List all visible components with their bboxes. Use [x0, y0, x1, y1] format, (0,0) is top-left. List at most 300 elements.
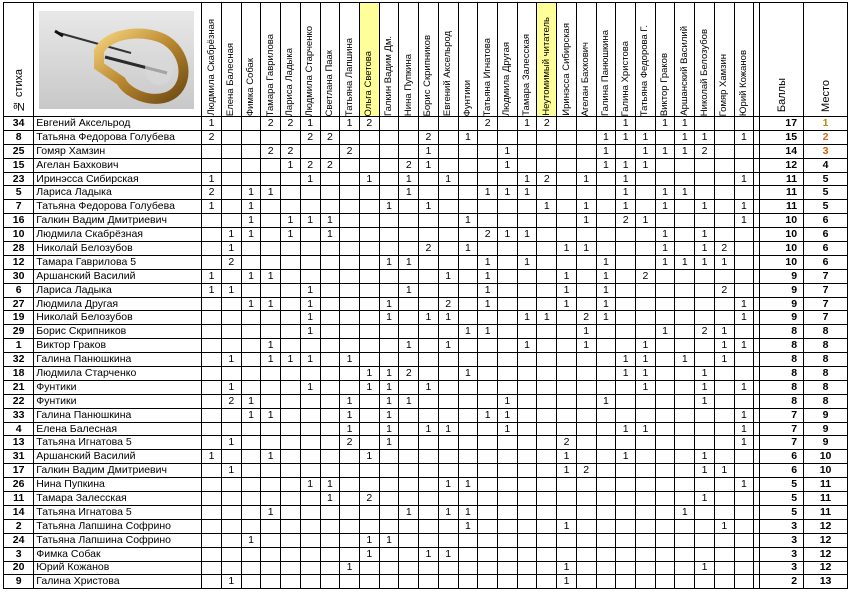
poem-number: 3	[4, 547, 34, 561]
vote-cell: 1	[636, 422, 656, 436]
voter-name: Николай Белозубов	[698, 28, 710, 116]
vote-cell	[438, 408, 458, 422]
vote-cell: 1	[419, 547, 439, 561]
vote-cell	[576, 297, 596, 311]
vote-cell	[734, 367, 754, 381]
vote-cell	[221, 269, 241, 283]
vote-cell	[537, 339, 557, 353]
vote-cell	[359, 505, 379, 519]
author-name: Татьяна Лапшина Софрино	[34, 533, 202, 547]
vote-cell: 1	[497, 408, 517, 422]
score-cell: 3	[760, 561, 804, 575]
vote-cell	[714, 130, 734, 144]
vote-cell	[497, 297, 517, 311]
poem-number: 34	[4, 117, 34, 131]
table-row	[4, 394, 848, 408]
vote-cell	[576, 408, 596, 422]
table-row	[4, 186, 848, 200]
vote-cell: 1	[438, 311, 458, 325]
vote-cell: 1	[576, 200, 596, 214]
vote-cell	[497, 492, 517, 506]
vote-cell	[379, 353, 399, 367]
vote-cell	[221, 339, 241, 353]
vote-cell	[675, 547, 695, 561]
vote-cell: 1	[340, 561, 360, 575]
vote-cell	[241, 353, 261, 367]
vote-cell	[517, 200, 537, 214]
vote-cell: 2	[340, 144, 360, 158]
vote-cell	[221, 200, 241, 214]
vote-cell: 1	[675, 505, 695, 519]
vote-cell	[478, 505, 498, 519]
voter-column-header	[399, 3, 419, 117]
vote-cell	[281, 339, 301, 353]
vote-cell	[576, 436, 596, 450]
vote-cell	[576, 450, 596, 464]
vote-cell: 1	[241, 394, 261, 408]
vote-cell	[261, 436, 281, 450]
vote-cell	[241, 325, 261, 339]
vote-cell	[576, 144, 596, 158]
vote-cell: 1	[517, 228, 537, 242]
vote-cell	[616, 519, 636, 533]
vote-cell	[537, 283, 557, 297]
vote-cell: 2	[714, 283, 734, 297]
vote-cell	[695, 117, 715, 131]
vote-cell: 1	[596, 311, 616, 325]
vote-cell	[379, 339, 399, 353]
voter-column-header	[714, 3, 734, 117]
vote-cell: 1	[221, 380, 241, 394]
vote-cell	[340, 380, 360, 394]
vote-cell: 1	[359, 547, 379, 561]
vote-cell	[379, 450, 399, 464]
vote-cell	[596, 547, 616, 561]
vote-cell	[616, 492, 636, 506]
vote-cell	[576, 422, 596, 436]
score-cell: 8	[760, 367, 804, 381]
vote-cell	[557, 186, 577, 200]
vote-cell	[636, 186, 656, 200]
poem-number-header	[4, 3, 34, 117]
vote-cell	[458, 228, 478, 242]
vote-cell	[261, 158, 281, 172]
vote-cell	[359, 297, 379, 311]
vote-cell	[458, 311, 478, 325]
vote-cell	[221, 214, 241, 228]
poem-number: 23	[4, 172, 34, 186]
place-cell: 12	[804, 547, 848, 561]
vote-cell: 1	[596, 394, 616, 408]
vote-cell: 1	[202, 283, 222, 297]
vote-cell	[281, 380, 301, 394]
vote-cell	[281, 408, 301, 422]
vote-cell	[359, 478, 379, 492]
vote-cell	[202, 353, 222, 367]
vote-cell	[714, 214, 734, 228]
vote-cell	[320, 353, 340, 367]
vote-cell: 2	[281, 117, 301, 131]
vote-cell	[517, 561, 537, 575]
vote-cell	[675, 450, 695, 464]
voter-name: Елена Балесная	[225, 42, 237, 116]
vote-cell	[458, 422, 478, 436]
vote-cell: 1	[596, 130, 616, 144]
vote-cell	[616, 505, 636, 519]
vote-cell: 1	[221, 228, 241, 242]
table-row	[4, 464, 848, 478]
vote-cell	[714, 533, 734, 547]
vote-cell	[379, 158, 399, 172]
vote-cell	[300, 228, 320, 242]
vote-cell	[202, 492, 222, 506]
vote-cell	[340, 283, 360, 297]
vote-cell: 1	[359, 367, 379, 381]
vote-cell	[616, 339, 636, 353]
vote-cell	[281, 325, 301, 339]
vote-cell	[261, 367, 281, 381]
vote-cell	[497, 269, 517, 283]
vote-cell	[616, 575, 636, 589]
table-row	[4, 408, 848, 422]
author-name: Людмила Скабрёзная	[34, 228, 202, 242]
vote-cell	[221, 325, 241, 339]
vote-cell	[695, 311, 715, 325]
vote-cell: 1	[419, 311, 439, 325]
vote-cell	[202, 242, 222, 256]
vote-cell: 1	[478, 325, 498, 339]
vote-cell	[675, 283, 695, 297]
vote-cell	[281, 436, 301, 450]
vote-cell: 2	[320, 130, 340, 144]
vote-cell	[379, 478, 399, 492]
vote-cell: 1	[438, 172, 458, 186]
voter-name: Неутомимый читатель	[540, 17, 552, 116]
vote-cell: 1	[557, 575, 577, 589]
results-sheet	[3, 2, 848, 589]
vote-cell	[517, 505, 537, 519]
vote-cell	[458, 339, 478, 353]
place-cell: 2	[804, 130, 848, 144]
vote-cell: 1	[714, 255, 734, 269]
vote-cell	[379, 561, 399, 575]
vote-cell: 1	[399, 339, 419, 353]
vote-cell: 2	[399, 158, 419, 172]
vote-cell	[419, 561, 439, 575]
vote-cell	[458, 547, 478, 561]
vote-cell	[281, 367, 301, 381]
vote-cell: 1	[478, 255, 498, 269]
vote-cell	[517, 575, 537, 589]
voter-name: Гомяр Хамзин	[718, 53, 730, 116]
vote-cell	[596, 519, 616, 533]
vote-cell	[734, 117, 754, 131]
vote-cell	[557, 172, 577, 186]
vote-cell	[655, 408, 675, 422]
voter-name: Тамара Залесская	[521, 34, 533, 116]
vote-cell: 2	[478, 117, 498, 131]
vote-cell	[438, 519, 458, 533]
vote-cell	[734, 533, 754, 547]
vote-cell	[497, 561, 517, 575]
vote-cell	[241, 505, 261, 519]
vote-cell	[438, 200, 458, 214]
vote-cell	[576, 505, 596, 519]
vote-cell	[241, 242, 261, 256]
vote-cell: 1	[636, 158, 656, 172]
place-cell: 7	[804, 297, 848, 311]
vote-cell	[399, 436, 419, 450]
vote-cell: 1	[399, 255, 419, 269]
vote-cell	[281, 505, 301, 519]
vote-cell: 1	[340, 422, 360, 436]
vote-cell	[241, 283, 261, 297]
vote-cell	[202, 394, 222, 408]
vote-cell: 2	[419, 130, 439, 144]
vote-cell	[497, 380, 517, 394]
vote-cell	[458, 436, 478, 450]
vote-cell	[655, 450, 675, 464]
vote-cell	[202, 214, 222, 228]
vote-cell	[300, 144, 320, 158]
vote-cell	[517, 380, 537, 394]
vote-cell: 1	[714, 464, 734, 478]
table-row	[4, 561, 848, 575]
vote-cell	[576, 575, 596, 589]
vote-cell	[596, 505, 616, 519]
vote-cell	[359, 130, 379, 144]
vote-cell	[379, 117, 399, 131]
vote-cell	[576, 130, 596, 144]
author-name: Людмила Старченко	[34, 367, 202, 381]
vote-cell	[695, 519, 715, 533]
vote-cell	[241, 172, 261, 186]
voter-name: Нина Пупкина	[402, 53, 414, 116]
vote-cell	[241, 144, 261, 158]
table-row	[4, 367, 848, 381]
voter-name: Людмила Старченко	[304, 25, 316, 116]
vote-cell	[655, 533, 675, 547]
poem-number: 11	[4, 492, 34, 506]
vote-cell: 1	[517, 311, 537, 325]
vote-cell	[359, 311, 379, 325]
poem-number: 22	[4, 394, 34, 408]
vote-cell: 1	[202, 200, 222, 214]
poem-number-header-label: № стиха	[12, 68, 25, 112]
place-cell: 9	[804, 436, 848, 450]
vote-cell	[281, 172, 301, 186]
vote-cell	[537, 464, 557, 478]
vote-cell	[616, 547, 636, 561]
vote-cell	[419, 533, 439, 547]
vote-cell	[695, 478, 715, 492]
vote-cell	[379, 519, 399, 533]
vote-cell	[340, 172, 360, 186]
vote-cell	[734, 492, 754, 506]
vote-cell	[340, 464, 360, 478]
vote-cell	[537, 478, 557, 492]
vote-cell: 2	[695, 325, 715, 339]
vote-cell	[438, 380, 458, 394]
vote-cell: 1	[655, 117, 675, 131]
vote-cell	[734, 158, 754, 172]
vote-cell: 1	[616, 367, 636, 381]
vote-cell: 1	[261, 339, 281, 353]
place-cell: 11	[804, 505, 848, 519]
author-name: Николай Белозубов	[34, 242, 202, 256]
vote-cell	[675, 172, 695, 186]
vote-cell	[419, 228, 439, 242]
poem-number: 15	[4, 158, 34, 172]
vote-cell: 1	[576, 242, 596, 256]
vote-cell	[419, 575, 439, 589]
poem-number: 21	[4, 380, 34, 394]
table-row	[4, 505, 848, 519]
vote-cell: 1	[655, 255, 675, 269]
poem-number: 14	[4, 505, 34, 519]
vote-cell	[557, 353, 577, 367]
vote-cell	[399, 519, 419, 533]
vote-cell	[241, 547, 261, 561]
score-cell: 17	[760, 117, 804, 131]
vote-cell: 1	[714, 353, 734, 367]
table-row	[4, 144, 848, 158]
vote-cell: 2	[300, 158, 320, 172]
place-cell: 8	[804, 394, 848, 408]
poem-number: 31	[4, 450, 34, 464]
vote-cell: 1	[537, 200, 557, 214]
vote-cell	[458, 561, 478, 575]
vote-cell	[399, 547, 419, 561]
vote-cell: 2	[616, 214, 636, 228]
vote-cell	[359, 200, 379, 214]
voter-name: Галкин Вадим Дм.	[383, 35, 395, 116]
author-name: Галкин Вадим Дмитриевич	[34, 214, 202, 228]
voter-name: Людмила Другая	[501, 41, 513, 116]
vote-cell	[399, 533, 419, 547]
vote-cell: 1	[517, 186, 537, 200]
poem-number: 18	[4, 367, 34, 381]
vote-cell	[359, 242, 379, 256]
vote-cell	[497, 242, 517, 256]
vote-cell	[241, 450, 261, 464]
vote-cell: 1	[497, 228, 517, 242]
vote-cell	[419, 172, 439, 186]
vote-cell	[438, 228, 458, 242]
vote-cell	[241, 380, 261, 394]
vote-cell	[320, 394, 340, 408]
vote-cell	[517, 533, 537, 547]
vote-cell	[497, 547, 517, 561]
vote-cell	[616, 408, 636, 422]
author-name: Лариса Ладыка	[34, 186, 202, 200]
vote-cell	[714, 200, 734, 214]
poem-number: 29	[4, 325, 34, 339]
voter-name: Фимка Собак	[245, 57, 256, 116]
voter-column-header	[359, 3, 379, 117]
vote-cell: 2	[281, 144, 301, 158]
vote-cell	[714, 575, 734, 589]
table-body	[4, 117, 848, 589]
vote-cell	[557, 144, 577, 158]
vote-cell	[419, 408, 439, 422]
vote-cell	[300, 200, 320, 214]
table-row	[4, 117, 848, 131]
vote-cell	[399, 117, 419, 131]
vote-cell	[340, 242, 360, 256]
vote-cell	[281, 311, 301, 325]
vote-cell	[300, 394, 320, 408]
vote-cell	[438, 158, 458, 172]
vote-cell	[675, 339, 695, 353]
vote-cell	[379, 228, 399, 242]
vote-cell	[517, 492, 537, 506]
voter-column-header	[261, 3, 281, 117]
vote-cell: 1	[636, 367, 656, 381]
vote-cell	[675, 464, 695, 478]
vote-cell	[596, 353, 616, 367]
vote-cell	[261, 172, 281, 186]
vote-cell	[714, 547, 734, 561]
vote-cell	[261, 242, 281, 256]
place-cell: 12	[804, 561, 848, 575]
vote-cell	[261, 214, 281, 228]
vote-cell	[261, 561, 281, 575]
voter-name: Иринэсса Сибирская	[560, 23, 572, 116]
vote-cell	[458, 492, 478, 506]
poem-number: 13	[4, 436, 34, 450]
vote-cell	[202, 228, 222, 242]
vote-cell: 1	[695, 228, 715, 242]
place-cell: 8	[804, 353, 848, 367]
vote-cell: 1	[379, 297, 399, 311]
table-row	[4, 353, 848, 367]
voter-name: Ольга Светова	[363, 50, 375, 116]
vote-cell: 1	[714, 519, 734, 533]
vote-cell	[596, 325, 616, 339]
vote-cell	[399, 297, 419, 311]
vote-cell	[419, 450, 439, 464]
vote-cell	[221, 492, 241, 506]
vote-cell: 1	[340, 408, 360, 422]
vote-cell	[497, 519, 517, 533]
vote-cell	[320, 561, 340, 575]
vote-cell	[714, 367, 734, 381]
vote-cell	[596, 380, 616, 394]
vote-cell: 1	[497, 186, 517, 200]
voter-name: Галина Христова	[619, 40, 631, 116]
vote-cell	[734, 561, 754, 575]
vote-cell: 1	[517, 117, 537, 131]
vote-cell	[557, 130, 577, 144]
vote-cell	[281, 575, 301, 589]
vote-cell	[458, 464, 478, 478]
vote-cell	[300, 436, 320, 450]
vote-cell	[714, 478, 734, 492]
vote-cell	[340, 339, 360, 353]
vote-cell	[557, 200, 577, 214]
vote-cell	[458, 186, 478, 200]
vote-cell	[458, 283, 478, 297]
score-cell: 2	[760, 575, 804, 589]
vote-cell	[675, 422, 695, 436]
vote-cell	[458, 200, 478, 214]
vote-cell: 1	[636, 130, 656, 144]
vote-cell	[596, 492, 616, 506]
vote-cell	[517, 283, 537, 297]
vote-cell	[557, 547, 577, 561]
vote-cell	[636, 325, 656, 339]
